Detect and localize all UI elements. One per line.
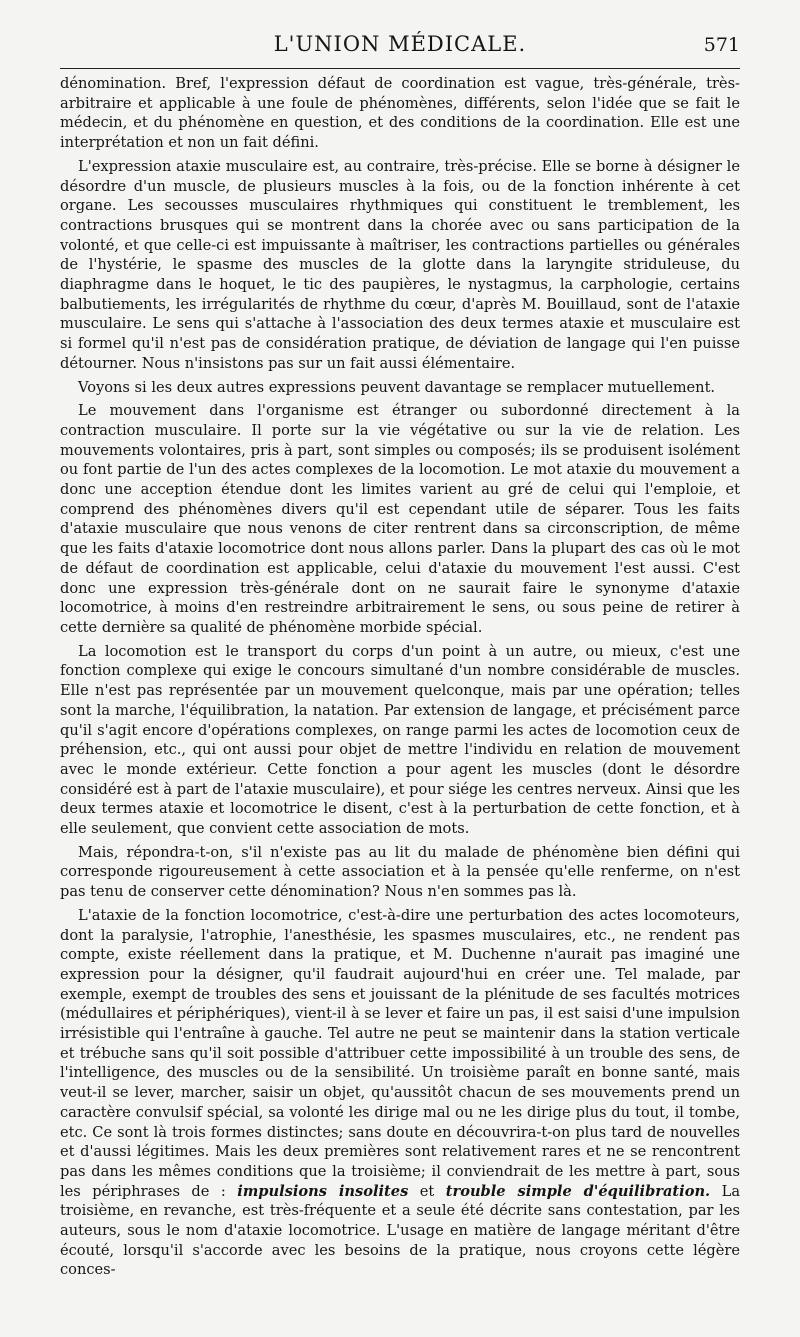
paragraph: dénomination. Bref, l'expression défaut de coordination est vague, très-générale, très-arbitraire et applicable à une foule de phénomènes, différents, selon l'idée que se fait le médecin, et du phénomène en question, et des conditions de la coordination. Elle est une interprétation et non un fait défini. bbox=[60, 75, 740, 152]
paragraph: Mais, répondra-t-on, s'il n'existe pas au lit du malade de phénomène bien défini qui corresponde rigoureusement à cette association et à la pensée qu'elle renferme, on n'est pas tenu de conserver cette dénomination? Nous n'en sommes pas là. bbox=[60, 843, 740, 901]
running-header bbox=[60, 28, 740, 69]
article-body bbox=[60, 74, 740, 1284]
journal-title: L'UNION MÉDICALE. bbox=[273, 32, 527, 56]
paragraph: L'expression ataxie musculaire est, au contraire, très-précise. Elle se borne à désigner le désordre d'un muscle, de plusieurs muscles à la fois, ou de la fonction inhérente à cet organe. Les secousses musculaires rhythmiques qui constituent le tremblement, les contractions brusques qui se montrent dans la chorée avec ou sans participation de la volonté, et que celle-ci est impuissante à maîtriser, les contractions partielles ou générales de l'hystérie, le spasme des muscles de la glotte dans la laryngite striduleuse, du diaphragme dans le hoquet, le tic des paupières, le nystagmus, la carphologie, certains balbutiements, les irrégularités de rhythme du cœur, d'après M. Bouillaud, sont de l'ataxie musculaire. Le sens qui s'attache à l'association des deux termes ataxie et musculaire est si formel qu'il n'est pas de considération pratique, de déviation de langage qui l'en puisse détourner. Nous n'insistons pas sur un fait aussi élémentaire. bbox=[60, 157, 740, 372]
page-number: 571 bbox=[703, 34, 740, 56]
emphasis-term: trouble simple d'équilibration. bbox=[445, 1182, 711, 1200]
emphasis-connector: et bbox=[408, 1182, 446, 1200]
paragraph-with-emphasis bbox=[60, 906, 740, 1280]
paragraph-text: La troisième, en revanche, est très-fréquente et a seule été décrite sans contestation, par les auteurs, sous le nom d'ataxie locomotrice. L'usage en matière de langage méritant d'être écouté, lorsqu'il s'accorde avec les besoins de la pratique, nous croyons cette légère conces- bbox=[60, 1182, 741, 1279]
paragraph: La locomotion est le transport du corps d'un point à un autre, ou mieux, c'est une fonction complexe qui exige le concours simultané d'un nombre considérable de muscles. Elle n'est pas représentée par un mouvement quelconque, mais par une opération; telles sont la marche, l'équilibration, la natation. Par extension de langage, et précisément parce qu'il s'agit encore d'opérations complexes, on range parmi les actes de locomotion ceux de préhension, etc., qui ont aussi pour objet de mettre l'individu en relation de mouvement avec le monde extérieur. Cette fonction a pour agent les muscles (dont le désordre considéré est à part de l'ataxie musculaire), et pour siége les centres nerveux. Ainsi que les deux termes ataxie et locomotrice le disent, c'est à la perturbation de cette fonction, et à elle seulement, que convient cette association de mots. bbox=[60, 642, 740, 838]
paragraph: Le mouvement dans l'organisme est étranger ou subordonné directement à la contraction musculaire. Il porte sur la vie végétative ou sur la vie de relation. Les mouvements volontaires, pris à part, sont simples ou composés; ils se produisent isolément ou font partie de l'un des actes complexes de la locomotion. Le mot ataxie du mouvement a donc une acception étendue dont les limites varient au gré de celui qui l'emploie, et comprend des phénomènes divers qu'il est cependant utile de séparer. Tous les faits d'ataxie musculaire que nous venons de citer rentrent dans sa circonscription, de même que les faits d'ataxie locomotrice dont nous allons parler. Dans la plupart des cas où le mot de défaut de coordination est applicable, celui d'ataxie du mouvement l'est aussi. C'est donc une expression très-générale dont on ne saurait faire le synonyme d'ataxie locomotrice, à moins d'en restreindre arbitrairement le sens, ou sous peine de retirer à cette dernière sa qualité de phénomène morbide spécial. bbox=[60, 402, 740, 636]
paragraph-text: L'ataxie de la fonction locomotrice, c'est-à-dire une perturbation des actes locomoteurs, dont la paralysie, l'atrophie, l'anesthésie, les spasmes musculaires, etc., ne rendent pas compte, existe réellement dans la pratique, et M. Duchenne n'aurait pas imaginé une expression pour la désigner, qu'il faudrait aujourd'hui en créer une. Tel malade, par exemple, exempt de troubles des sens et jouissant de la plénitude de ses facultés motrices (médullaires et périphériques), vient-il à se lever et faire un pas, il est saisi d'une impulsion irrésistible qui l'entraîne à gauche. Tel autre ne peut se maintenir dans la station verticale et trébuche sans qu'il soit possible d'attribuer cette impossibilité à un trouble des sens, de l'intelligence, des muscles ou de la sensibilité. Un troisième paraît en bonne santé, mais veut-il se lever, marcher, saisir un objet, qu'aussitôt chacun de ses mouvements prend un caractère convulsif spécial, sa volonté les dirige mal ou ne les dirige plus du tout, il tombe, etc. Ce sont là trois formes distinctes; sans doute en découvrira-t-on plus tard de nouvelles et d'aussi légitimes. Mais les deux premières sont relativement rares et ne se rencontrent pas dans les mêmes conditions que la troisième; il conviendrait de les mettre à part, sous les périphrases de : bbox=[60, 906, 740, 1200]
paragraph: Voyons si les deux autres expressions peuvent davantage se remplacer mutuellement. bbox=[78, 378, 716, 396]
emphasis-term: impulsions insolites bbox=[237, 1182, 409, 1200]
